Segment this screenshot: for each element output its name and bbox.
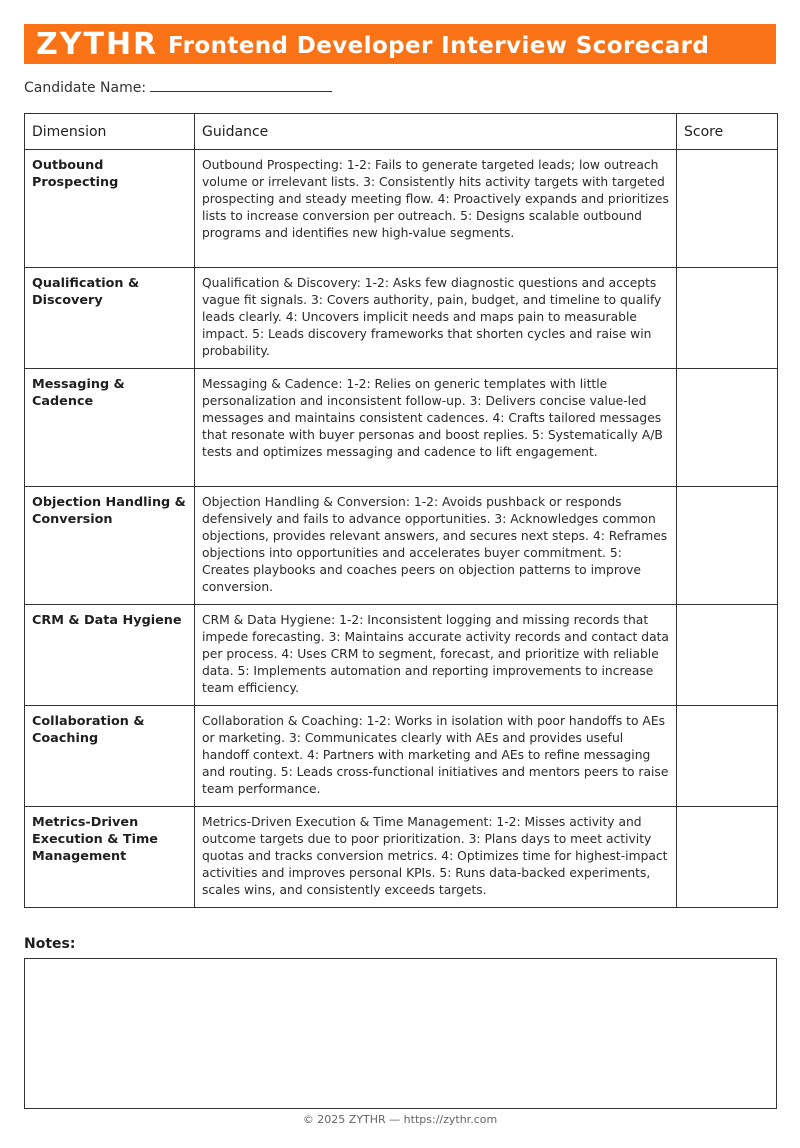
table-header-row (25, 114, 778, 150)
table-row (25, 369, 778, 487)
score-cell[interactable] (677, 150, 778, 268)
guidance-cell: CRM & Data Hygiene: 1-2: Inconsistent logging and missing records that impede forecasting. 3: Maintains accurate activity records and contact data per process. 4: Uses CRM to segment, forecast, and prioritize with reliable data. 5: Implements automation and reporting improvements to increase team efficiency. (195, 605, 677, 706)
column-header-score: Score (677, 114, 778, 150)
column-header-guidance: Guidance (195, 114, 677, 150)
score-cell[interactable] (677, 268, 778, 369)
column-header-dimension: Dimension (25, 114, 195, 150)
table-row (25, 268, 778, 369)
score-cell[interactable] (677, 605, 778, 706)
candidate-name-label: Candidate Name: (24, 80, 147, 96)
guidance-cell: Objection Handling & Conversion: 1-2: Avoids pushback or responds defensively and fails to advance opportunities. 3: Acknowledges common objections, provides relevant answers, and secures next steps. 4: Reframes objections into opportunities and accelerates buyer commitment. 5: Creates playbooks and coaches peers on objection patterns to improve conversion. (195, 487, 677, 605)
candidate-name-field[interactable] (150, 76, 332, 92)
score-cell[interactable] (677, 487, 778, 605)
score-cell[interactable] (677, 807, 778, 908)
notes-box[interactable] (24, 958, 777, 1109)
zythr-logo: ZYTHR (36, 27, 159, 62)
score-cell[interactable] (677, 369, 778, 487)
dimension-cell: Messaging & Cadence (25, 369, 195, 487)
table-row (25, 807, 778, 908)
table-row (25, 706, 778, 807)
guidance-cell: Messaging & Cadence: 1-2: Relies on generic templates with little personalization and inconsistent follow-up. 3: Delivers concise value-led messages and maintains consistent cadences. 4: Crafts tailored messages that resonate with buyer personas and boost replies. 5: Systematically A/B tests and optimizes messaging and cadence to lift engagement. (195, 369, 677, 487)
table-row (25, 605, 778, 706)
dimension-cell: Collaboration & Coaching (25, 706, 195, 807)
table-row (25, 150, 778, 268)
dimension-cell: Qualification & Discovery (25, 268, 195, 369)
dimension-cell: Objection Handling & Conversion (25, 487, 195, 605)
score-cell[interactable] (677, 706, 778, 807)
page-title: Frontend Developer Interview Scorecard (168, 33, 710, 59)
guidance-cell: Outbound Prospecting: 1-2: Fails to generate targeted leads; low outreach volume or irrelevant lists. 3: Consistently hits activity targets with targeted prospecting and steady meeting flow. 4: Proactively expands and prioritizes lists to increase conversion per outreach. 5: Designs scalable outbound programs and identifies new high-value segments. (195, 150, 677, 268)
dimension-cell: Metrics-Driven Execution & Time Management (25, 807, 195, 908)
notes-label: Notes: (24, 936, 76, 952)
dimension-cell: Outbound Prospecting (25, 150, 195, 268)
guidance-cell: Collaboration & Coaching: 1-2: Works in isolation with poor handoffs to AEs or marketing. 3: Communicates clearly with AEs and provides useful handoff context. 4: Partners with marketing and AEs to refine messaging and routing. 5: Leads cross-functional initiatives and mentors peers to raise team performance. (195, 706, 677, 807)
scorecard-table (24, 113, 778, 908)
guidance-cell: Qualification & Discovery: 1-2: Asks few diagnostic questions and accepts vague fit signals. 3: Covers authority, pain, budget, and timeline to qualify leads clearly. 4: Uncovers implicit needs and maps pain to measurable impact. 5: Leads discovery frameworks that shorten cycles and raise win probability. (195, 268, 677, 369)
table-row (25, 487, 778, 605)
footer-text: © 2025 ZYTHR — https://zythr.com (302, 1113, 498, 1126)
dimension-cell: CRM & Data Hygiene (25, 605, 195, 706)
guidance-cell: Metrics-Driven Execution & Time Management: 1-2: Misses activity and outcome targets due to poor prioritization. 3: Plans days to meet activity quotas and tracks conversion metrics. 4: Optimizes time for highest-impact activities and improves personal KPIs. 5: Runs data-backed experiments, scales wins, and consistently exceeds targets. (195, 807, 677, 908)
candidate-name-row (24, 76, 332, 98)
